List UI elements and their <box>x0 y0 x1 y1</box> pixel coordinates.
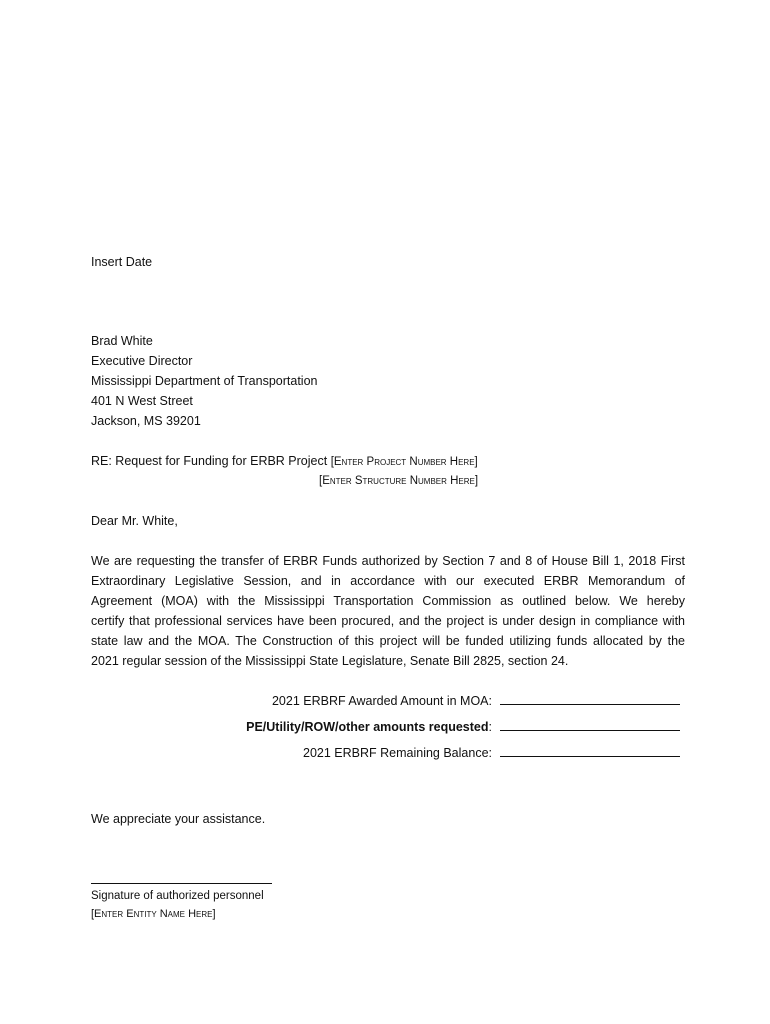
body-line: We are requesting the transfer of ERBR Funds authorized by Section 7 and 8 of House Bill 1, 2018 First <box>91 554 685 568</box>
entity-name-placeholder: [Enter Entity Name Here] <box>91 908 216 920</box>
body-line: 2021 regular session of the Mississippi State Legislature, Senate Bill 2825, section 24. <box>91 654 569 668</box>
amount-row-requested <box>80 716 680 742</box>
amounts-section <box>80 690 680 768</box>
requested-amount-colon: : <box>488 720 492 734</box>
remaining-balance-label: 2021 ERBRF Remaining Balance: <box>303 746 492 760</box>
structure-number-placeholder: [Enter Structure Number Here] <box>319 475 479 487</box>
subject-prefix: RE: Request for Funding for ERBR Project <box>91 454 331 468</box>
salutation: Dear Mr. White, <box>91 514 178 528</box>
recipient-city-state-zip: Jackson, MS 39201 <box>91 414 201 428</box>
awarded-amount-blank[interactable] <box>500 690 680 705</box>
signature-line[interactable] <box>91 883 272 884</box>
body-line: Agreement (MOA) with the Mississippi Transportation Commission as outlined below. We hereby <box>91 594 685 608</box>
body-paragraph <box>91 551 685 671</box>
project-number-placeholder: [Enter Project Number Here] <box>330 456 478 468</box>
requested-amount-label: PE/Utility/ROW/other amounts requested <box>246 720 489 734</box>
requested-amount-blank[interactable] <box>500 716 680 731</box>
recipient-title: Executive Director <box>91 354 193 368</box>
recipient-organization: Mississippi Department of Transportation <box>91 374 318 388</box>
recipient-street: 401 N West Street <box>91 394 193 408</box>
awarded-amount-label: 2021 ERBRF Awarded Amount in MOA: <box>271 694 492 708</box>
remaining-balance-blank[interactable] <box>500 742 680 757</box>
signature-caption: Signature of authorized personnel <box>91 890 264 902</box>
amount-row-remaining <box>80 742 680 768</box>
body-line: state law and the MOA. The Construction of this project will be funded utilizing funds allocated by the <box>91 634 685 648</box>
letter-date: Insert Date <box>91 255 153 269</box>
amount-row-awarded <box>80 690 680 716</box>
recipient-name: Brad White <box>91 334 153 348</box>
recipient-address <box>91 331 317 431</box>
body-line: certify that professional services have been procured, and the project is under design in compliance with <box>91 614 685 628</box>
closing-line: We appreciate your assistance. <box>91 812 266 826</box>
body-line: Extraordinary Legislative Session, and in accordance with our executed ERBR Memorandum of <box>91 574 685 588</box>
subject-line <box>91 451 478 472</box>
